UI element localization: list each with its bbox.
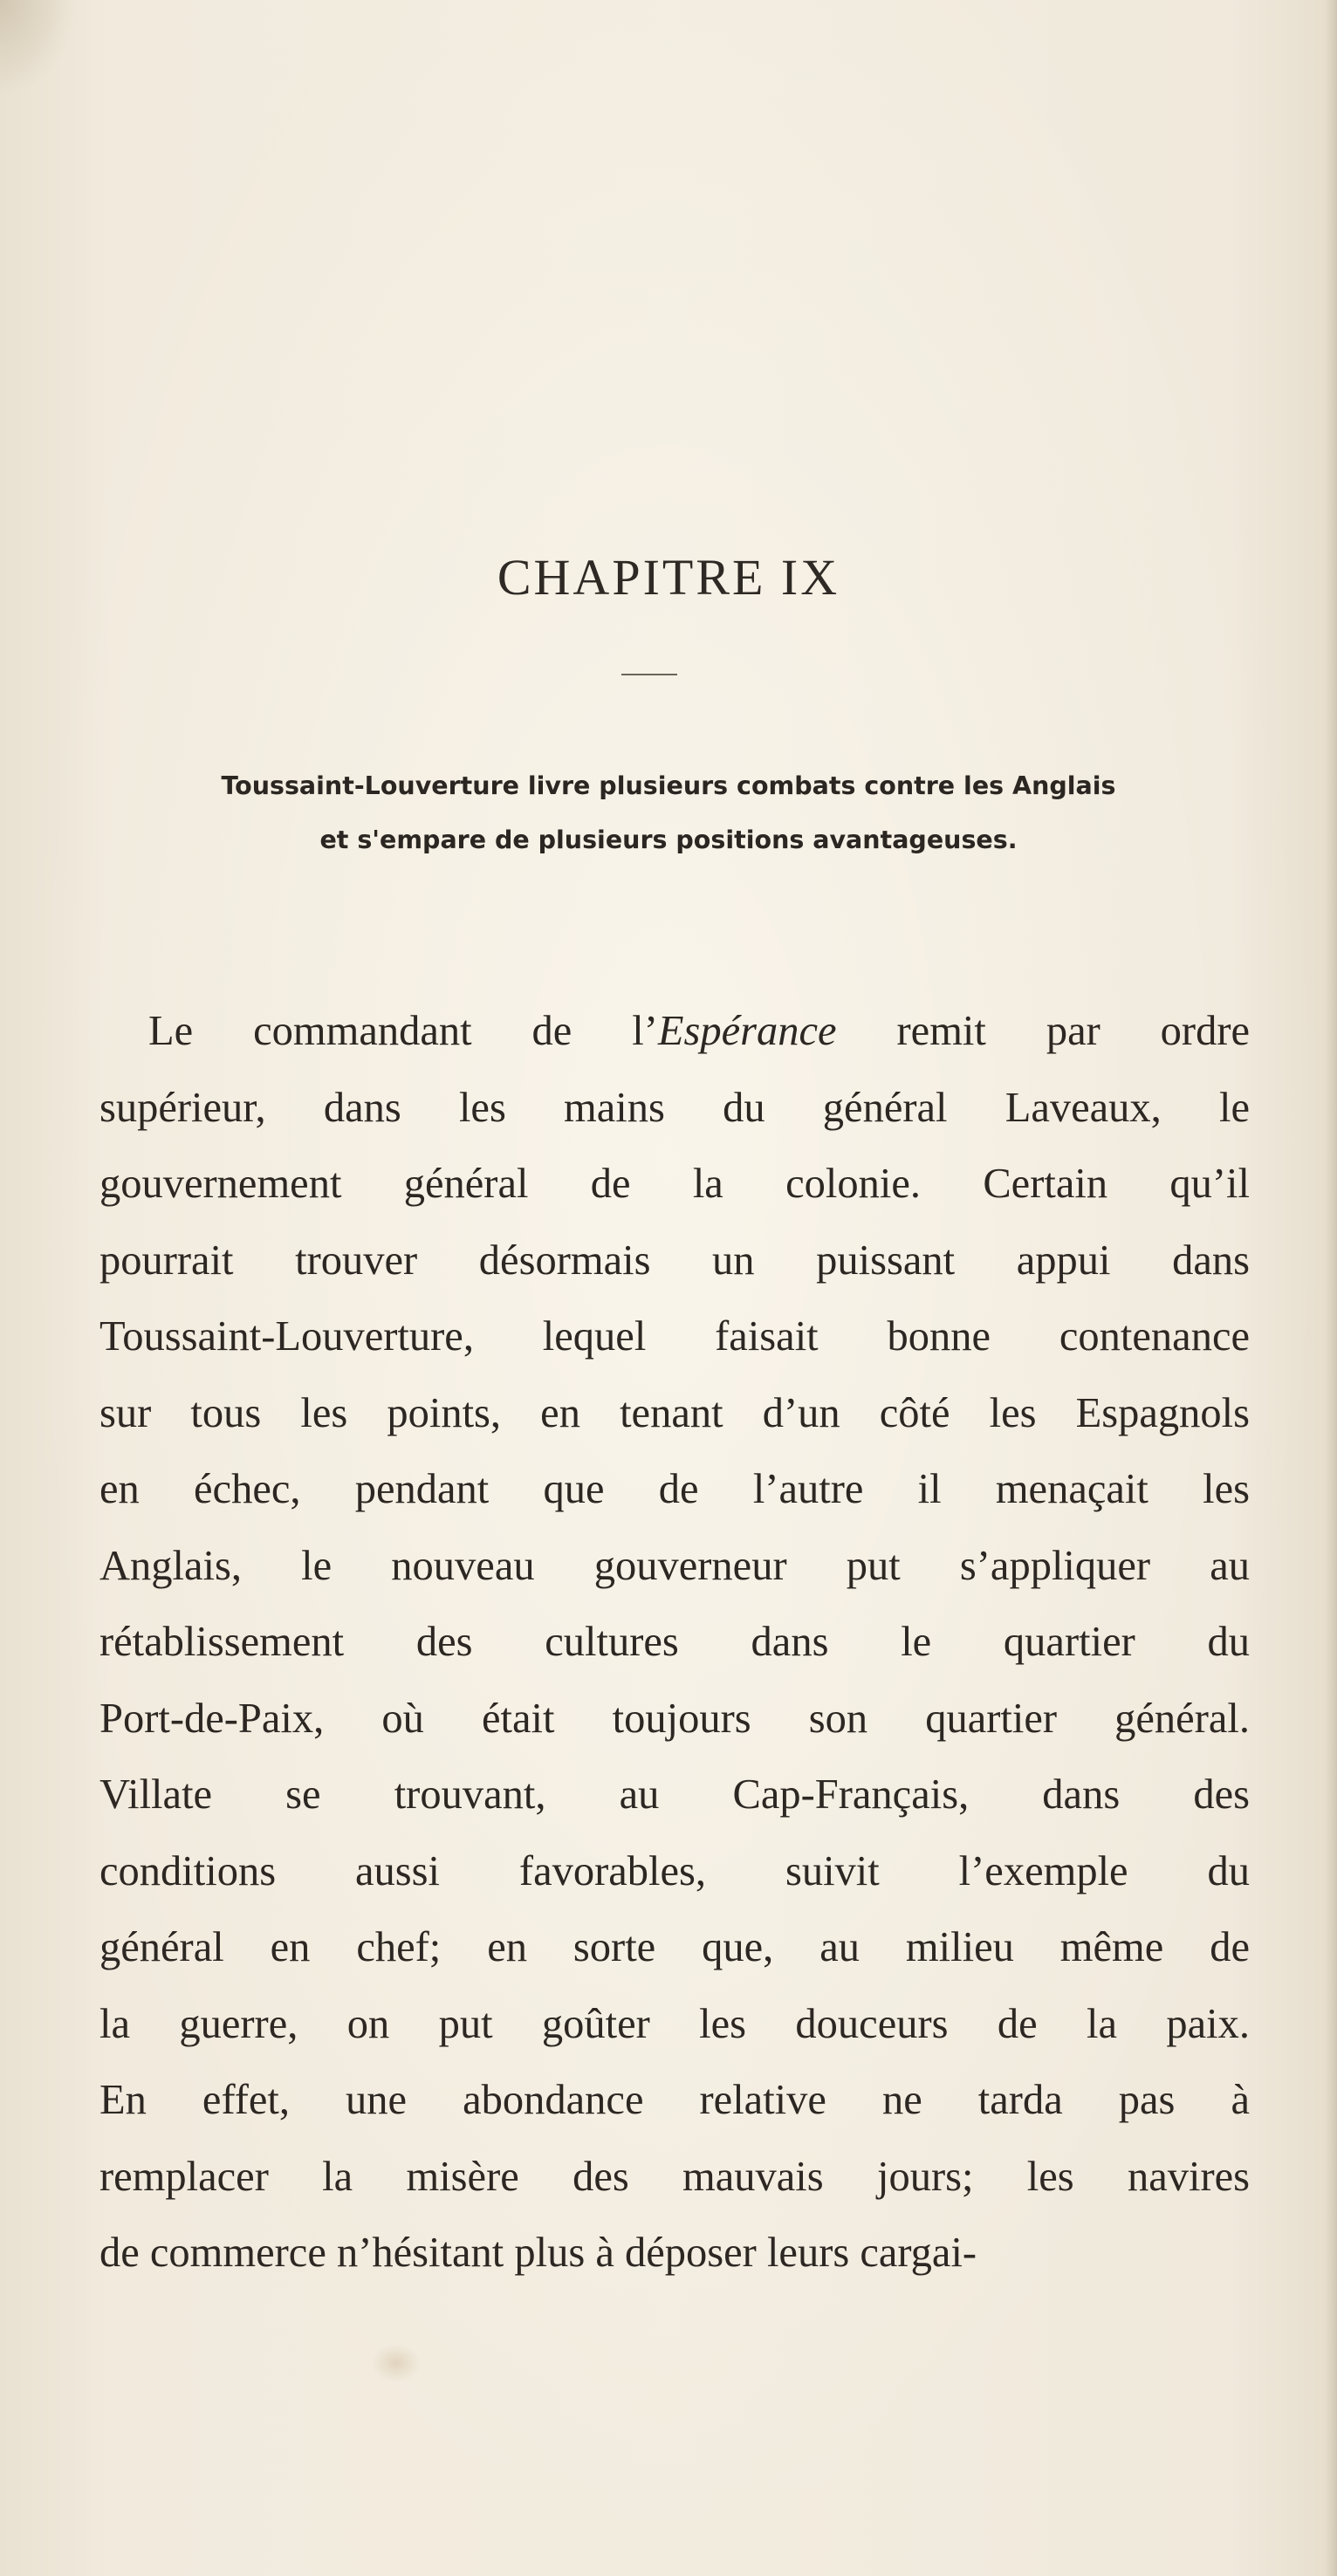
body-line: sur tous les points, en tenant d’un côté les Espagnols [99,1389,1250,1436]
body-text-run: Le commandant de l’ [148,1008,658,1054]
body-line: de commerce n’hésitant plus à déposer leurs cargai- [99,2230,977,2276]
page-edge-shadow [1325,0,1337,2576]
body-line: la guerre, on put goûter les douceurs de la paix. [99,2000,1250,2047]
body-line: Toussaint-Louverture, lequel faisait bonne contenance [99,1313,1250,1360]
title-divider [621,674,677,675]
summary-line: et s'empare de plusieurs positions avantageuses. [319,826,1018,854]
body-line: En effet, une abondance relative ne tarda pas à [99,2077,1250,2123]
body-text-run: remit par ordre [836,1008,1251,1054]
body-paragraph [99,993,1250,2292]
body-line: rétablissement des cultures dans le quartier du [99,1619,1250,1665]
chapter-summary [70,759,1267,867]
body-line: gouvernement général de la colonie. Certain qu’il [99,1161,1250,1207]
body-line: Port-de-Paix, où était toujours son quartier général. [99,1695,1250,1742]
body-line: Villate se trouvant, au Cap-Français, dans des [99,1771,1250,1818]
paper-stain [0,0,79,96]
body-line: conditions aussi favorables, suivit l’exemple du [99,1847,1250,1894]
chapter-title: CHAPITRE IX [497,549,840,606]
body-line [99,993,1250,1070]
body-line: Anglais, le nouveau gouverneur put s’appliquer au [99,1542,1250,1589]
body-line: pourrait trouver désormais un puissant appui dans [99,1237,1250,1284]
body-line: en échec, pendant que de l’autre il menaçait les [99,1466,1250,1512]
summary-line: Toussaint-Louverture livre plusieurs combats contre les Anglais [221,771,1116,800]
ink-blot [372,2344,421,2382]
ship-name-italic: Espérance [657,1008,837,1054]
body-line: remplacer la misère des mauvais jours; les navires [99,2153,1250,2200]
body-line: général en chef; en sorte que, au milieu même de [99,1924,1250,1970]
body-line: supérieur, dans les mains du général Laveaux, le [99,1084,1250,1131]
